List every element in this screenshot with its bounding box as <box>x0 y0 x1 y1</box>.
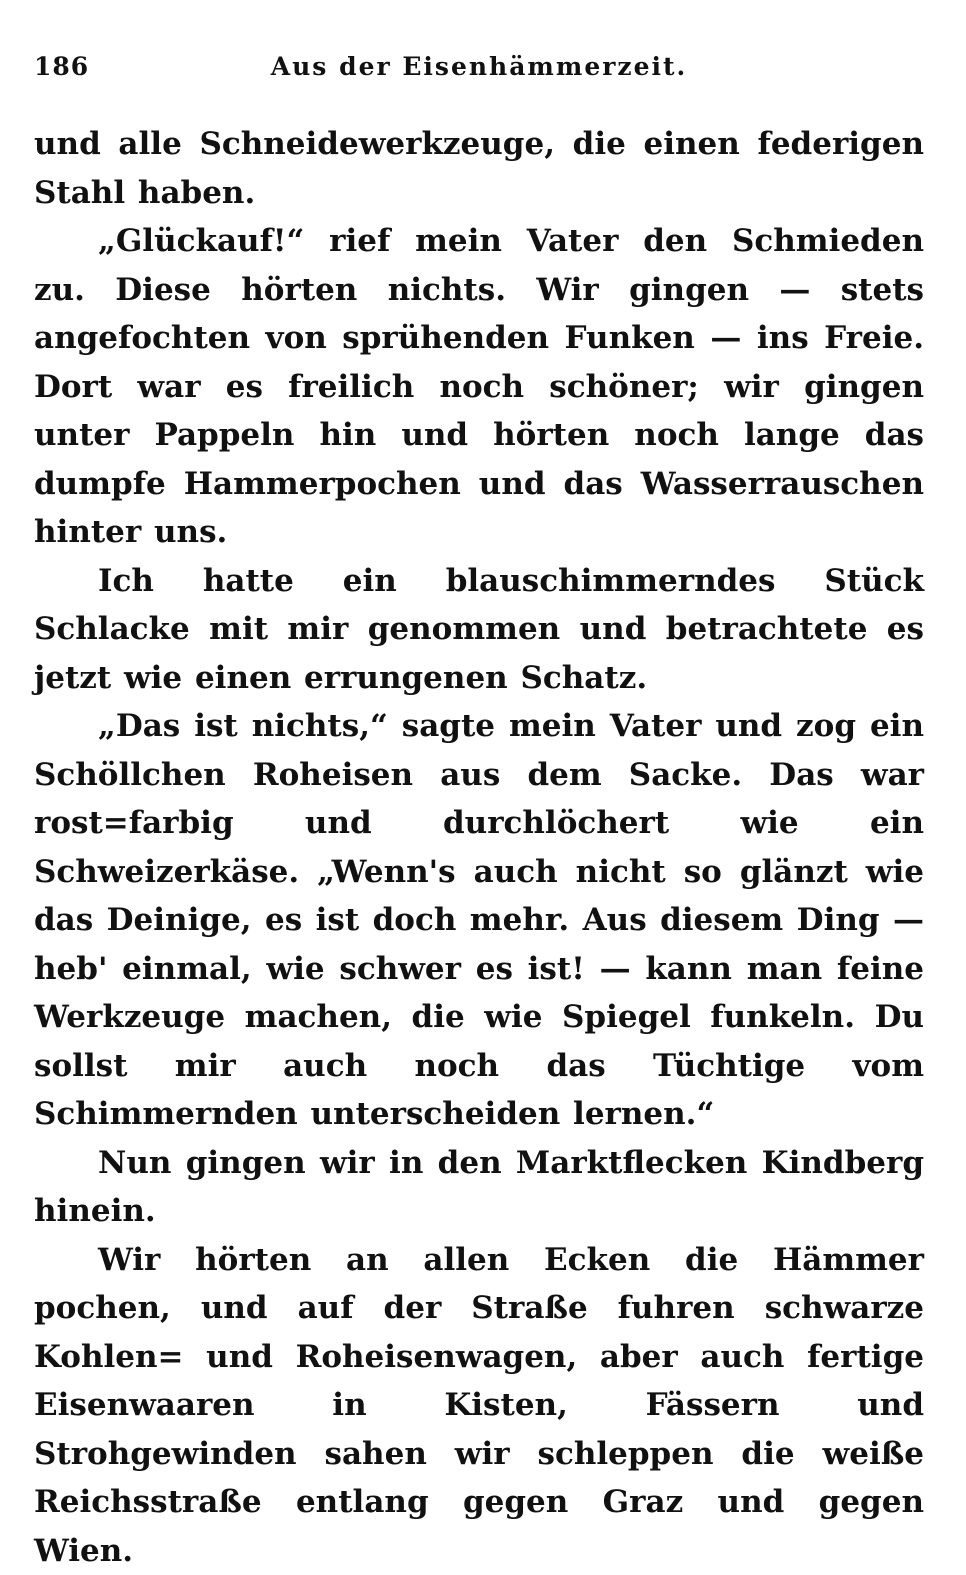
body-text <box>34 120 924 1575</box>
running-title: Aus der Eisenhämmerzeit. <box>34 52 924 81</box>
book-page <box>34 44 924 1504</box>
running-head <box>34 44 924 94</box>
paragraph: Nun gingen wir in den Marktflecken Kindberg hinein. <box>34 1139 924 1236</box>
page-number: 186 <box>34 52 89 81</box>
paragraph: „Glückauf!“ rief mein Vater den Schmieden zu. Diese hörten nichts. Wir gingen — stets angefochten von sprühenden Funken — ins Freie. Dort war es freilich noch schöner; wir gingen unter Pappeln hin und hörten noch lange das dumpfe Hammerpochen und das Wasserrauschen hinter uns. <box>34 217 924 557</box>
paragraph: „Das ist nichts,“ sagte mein Vater und zog ein Schöllchen Roheisen aus dem Sacke. Das war rost=farbig und durchlöchert wie ein Schweizerkäse. „Wenn's auch nicht so glänzt wie das Deinige, es ist doch mehr. Aus diesem Ding — heb' einmal, wie schwer es ist! — kann man feine Werkzeuge machen, die wie Spiegel funkeln. Du sollst mir auch noch das Tüchtige vom Schimmernden unterscheiden lernen.“ <box>34 702 924 1139</box>
paragraph: Wir hörten an allen Ecken die Hämmer pochen, und auf der Straße fuhren schwarze Kohlen= und Roheisenwagen, aber auch fertige Eisenwaaren in Kisten, Fässern und Strohgewinden sahen wir schleppen die weiße Reichsstraße entlang gegen Graz und gegen Wien. <box>34 1236 924 1575</box>
paragraph: und alle Schneidewerkzeuge, die einen federigen Stahl haben. <box>34 120 924 217</box>
paragraph: Ich hatte ein blauschimmerndes Stück Schlacke mit mir genommen und betrachtete es jetzt wie einen errungenen Schatz. <box>34 557 924 703</box>
